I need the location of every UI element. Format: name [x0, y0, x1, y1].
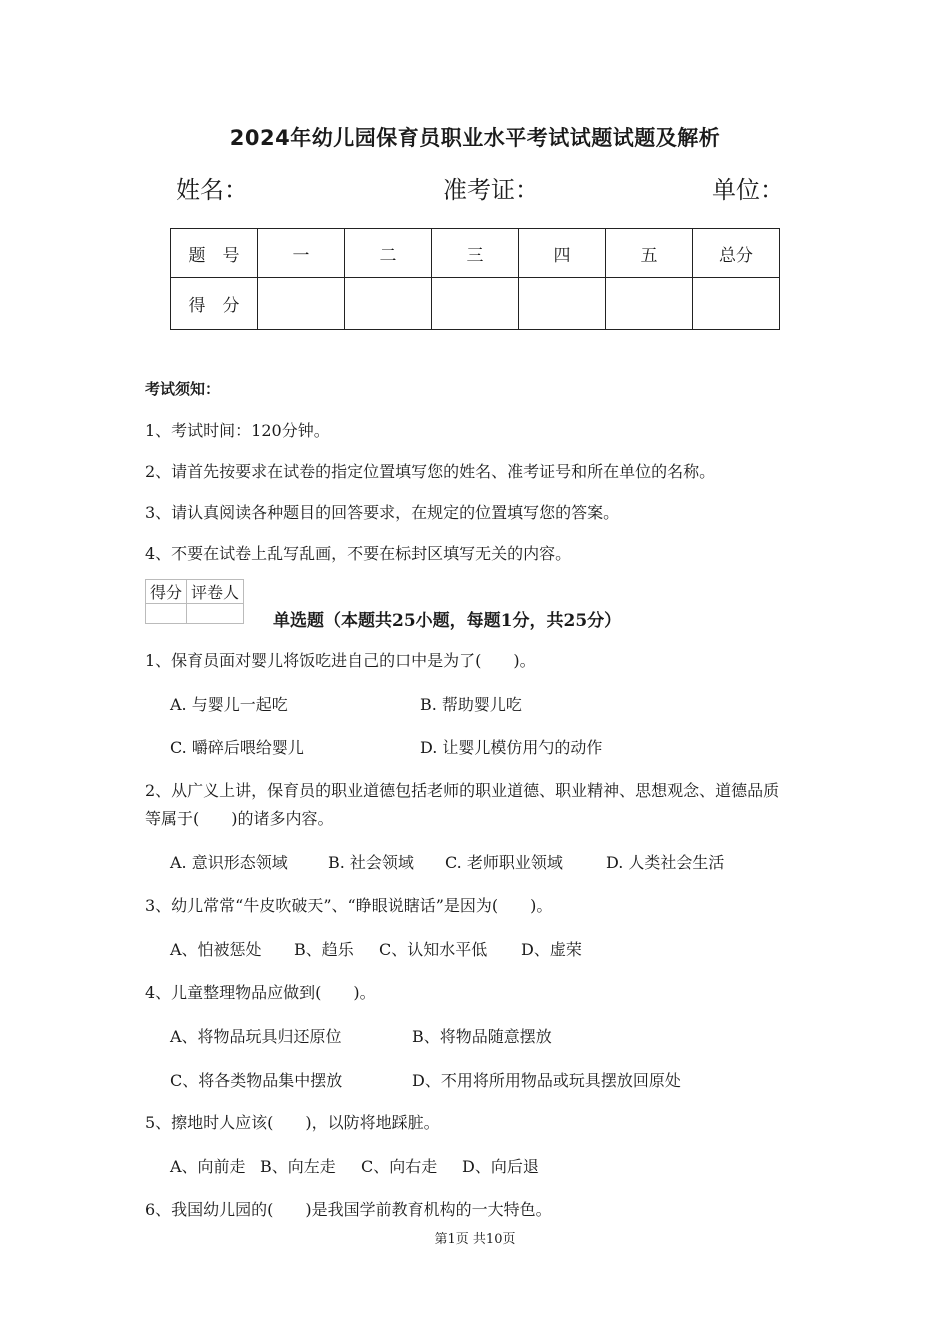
unit-field-label: 单位：: [712, 176, 784, 204]
question-stem: 6、我国幼儿园的( )是我国学前教育机构的一大特色。: [145, 1200, 552, 1219]
score-header-cell: 二: [345, 229, 432, 278]
score-header-cell: 题 号: [171, 229, 258, 278]
notice-item: 2、请首先按要求在试卷的指定位置填写您的姓名、准考证号和所在单位的名称。: [145, 462, 716, 481]
score-header-cell: 四: [519, 229, 606, 278]
grader-score-label: 得分: [146, 580, 187, 604]
grader-score-cell: [146, 604, 187, 624]
option: B、将物品随意摆放: [412, 1027, 552, 1046]
question-stem: 3、幼儿常常“牛皮吹破天”、“睁眼说瞎话”是因为( )。: [145, 896, 553, 915]
option: D. 让婴儿模仿用勺的动作: [420, 738, 603, 757]
option: C、将各类物品集中摆放: [170, 1071, 343, 1090]
score-table-score-row: [171, 278, 780, 330]
option: B. 社会领域: [328, 853, 414, 872]
name-field-label: 姓名：: [176, 176, 248, 204]
option: A. 意识形态领域: [170, 853, 288, 872]
option: C. 嚼碎后喂给婴儿: [170, 738, 304, 757]
score-cell: [606, 278, 693, 330]
score-cell: [432, 278, 519, 330]
score-cell: [519, 278, 606, 330]
page-footer: 第1页 共10页: [434, 1232, 516, 1247]
section-title: 单选题（本题共25小题，每题1分，共25分）: [273, 611, 622, 631]
option: A. 与婴儿一起吃: [170, 695, 288, 714]
option: B. 帮助婴儿吃: [420, 695, 522, 714]
option: C. 老师职业领域: [445, 853, 563, 872]
notice-item: 3、请认真阅读各种题目的回答要求，在规定的位置填写您的答案。: [145, 503, 620, 522]
score-table-header-row: [171, 229, 780, 278]
document-title: 2024年幼儿园保育员职业水平考试试题试题及解析: [229, 126, 721, 150]
question-stem: 4、儿童整理物品应做到( )。: [145, 983, 376, 1002]
score-row-label: 得 分: [171, 278, 258, 330]
notice-heading: 考试须知：: [145, 380, 221, 398]
option: D. 人类社会生活: [606, 853, 725, 872]
grader-name-cell: [187, 604, 244, 624]
question-stem: 1、保育员面对婴儿将饭吃进自己的口中是为了( )。: [145, 651, 536, 670]
option: D、不用将所用物品或玩具摆放回原处: [412, 1071, 681, 1090]
grader-name-label: 评卷人: [187, 580, 244, 604]
score-cell: [693, 278, 780, 330]
score-table: [170, 228, 780, 330]
option: A、怕被惩处: [170, 940, 262, 959]
option: B、趋乐: [294, 940, 354, 959]
notice-item: 4、不要在试卷上乱写乱画，不要在标封区填写无关的内容。: [145, 544, 572, 563]
option: C、认知水平低: [379, 940, 488, 959]
score-header-cell: 一: [258, 229, 345, 278]
score-header-cell: 三: [432, 229, 519, 278]
option: D、虚荣: [521, 940, 582, 959]
option: B、向左走: [260, 1157, 336, 1176]
grader-box: [145, 579, 244, 624]
option: A、将物品玩具归还原位: [170, 1027, 342, 1046]
score-cell: [258, 278, 345, 330]
score-header-cell: 五: [606, 229, 693, 278]
question-stem: 2、从广义上讲，保育员的职业道德包括老师的职业道德、职业精神、思想观念、道德品质: [145, 781, 780, 800]
option: D、向后退: [462, 1157, 539, 1176]
exam-id-field-label: 准考证：: [443, 176, 539, 204]
score-cell: [345, 278, 432, 330]
question-stem-continued: 等属于( )的诸多内容。: [145, 809, 334, 828]
option: A、向前走: [170, 1157, 246, 1176]
notice-item: 1、考试时间：120分钟。: [145, 421, 330, 440]
score-header-cell: 总分: [693, 229, 780, 278]
option: C、向右走: [361, 1157, 438, 1176]
question-stem: 5、擦地时人应该( )，以防将地踩脏。: [145, 1113, 440, 1132]
